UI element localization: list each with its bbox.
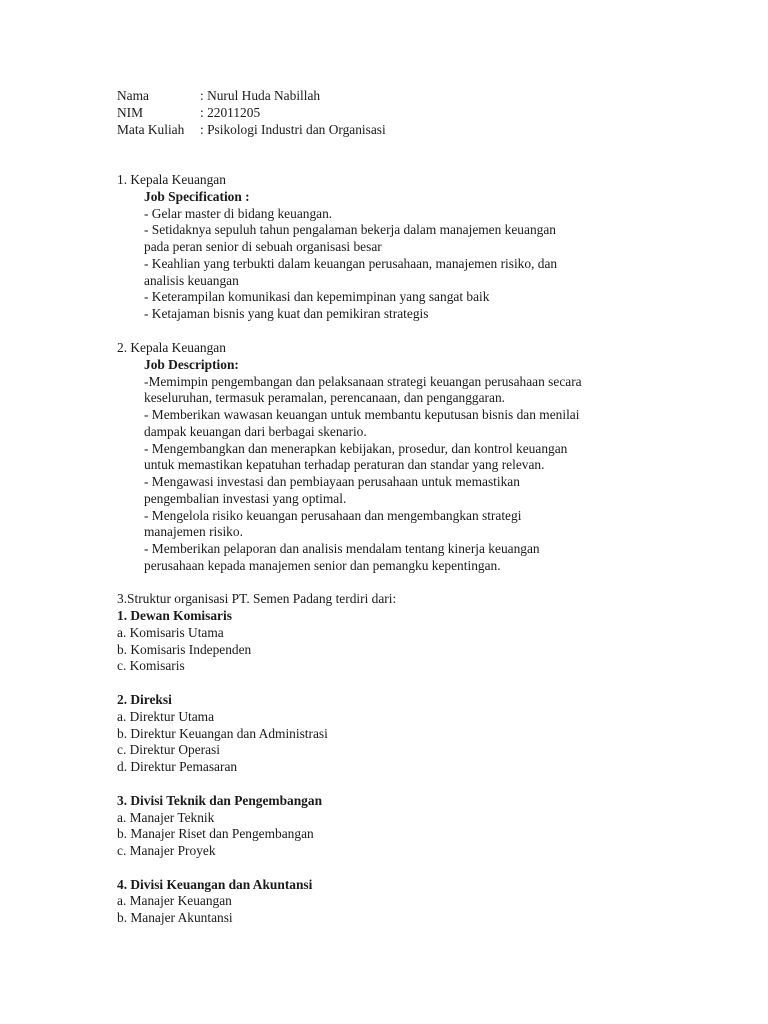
group-item: b. Komisaris Independen (117, 642, 252, 657)
group-heading: 4. Divisi Keuangan dan Akuntansi (117, 877, 313, 892)
section1-line: - Keterampilan komunikasi dan kepemimpinan yang sangat baik (144, 289, 490, 304)
section2-line: - Mengembangkan dan menerapkan kebijakan, prosedur, dan kontrol keuangan (144, 441, 568, 456)
group-item: b. Manajer Akuntansi (117, 910, 233, 925)
section1-line: - Setidaknya sepuluh tahun pengalaman bekerja dalam manajemen keuangan (144, 222, 556, 237)
group-item: b. Manajer Riset dan Pengembangan (117, 826, 314, 841)
section1-subtitle: Job Specification : (144, 189, 250, 204)
section2-line: perusahaan kepada manajemen senior dan pemangku kepentingan. (144, 558, 501, 573)
section2-line: keseluruhan, termasuk peramalan, perencanaan, dan penganggaran. (144, 390, 506, 405)
nim-label: NIM (117, 105, 144, 120)
mata-kuliah-value: : Psikologi Industri dan Organisasi (200, 122, 386, 137)
group-item: c. Komisaris (117, 658, 185, 673)
section2-line: - Memberikan pelaporan dan analisis mendalam tentang kinerja keuangan (144, 541, 540, 556)
mata-kuliah-label: Mata Kuliah (117, 122, 185, 137)
section2-title: 2. Kepala Keuangan (117, 340, 226, 355)
section2-line: - Memberikan wawasan keuangan untuk membantu keputusan bisnis dan menilai (144, 407, 580, 422)
section2-line: - Mengelola risiko keuangan perusahaan dan mengembangkan strategi (144, 508, 522, 523)
section1-line: - Ketajaman bisnis yang kuat dan pemikiran strategis (144, 306, 429, 321)
section3-intro: 3.Struktur organisasi PT. Semen Padang terdiri dari: (117, 591, 397, 606)
section2-line: - Mengawasi investasi dan pembiayaan perusahaan untuk memastikan (144, 474, 520, 489)
nama-value: : Nurul Huda Nabillah (200, 88, 321, 103)
section1-line: pada peran senior di sebuah organisasi besar (144, 239, 382, 254)
group-item: a. Manajer Teknik (117, 810, 215, 825)
group-item: a. Direktur Utama (117, 709, 215, 724)
section2-line: -Memimpin pengembangan dan pelaksanaan strategi keuangan perusahaan secara (144, 374, 582, 389)
section1-line: - Gelar master di bidang keuangan. (144, 206, 333, 221)
group-item: a. Komisaris Utama (117, 625, 224, 640)
group-item: d. Direktur Pemasaran (117, 759, 238, 774)
section2-line: dampak keuangan dari berbagai skenario. (144, 424, 367, 439)
section2-line: untuk memastikan kepatuhan terhadap peraturan dan standar yang relevan. (144, 457, 545, 472)
group-heading: 1. Dewan Komisaris (117, 608, 232, 623)
section2-line: pengembalian investasi yang optimal. (144, 491, 347, 506)
group-item: c. Manajer Proyek (117, 843, 216, 858)
section1-line: analisis keuangan (144, 273, 239, 288)
group-item: b. Direktur Keuangan dan Administrasi (117, 726, 328, 741)
section1-line: - Keahlian yang terbukti dalam keuangan perusahaan, manajemen risiko, dan (144, 256, 558, 271)
section2-subtitle: Job Description: (144, 357, 239, 372)
group-heading: 2. Direksi (117, 692, 172, 707)
section2-line: manajemen risiko. (144, 524, 243, 539)
section1-title: 1. Kepala Keuangan (117, 172, 226, 187)
nim-value: : 22011205 (200, 105, 261, 120)
group-item: a. Manajer Keuangan (117, 893, 232, 908)
nama-label: Nama (117, 88, 149, 103)
group-item: c. Direktur Operasi (117, 742, 220, 757)
group-heading: 3. Divisi Teknik dan Pengembangan (117, 793, 323, 808)
